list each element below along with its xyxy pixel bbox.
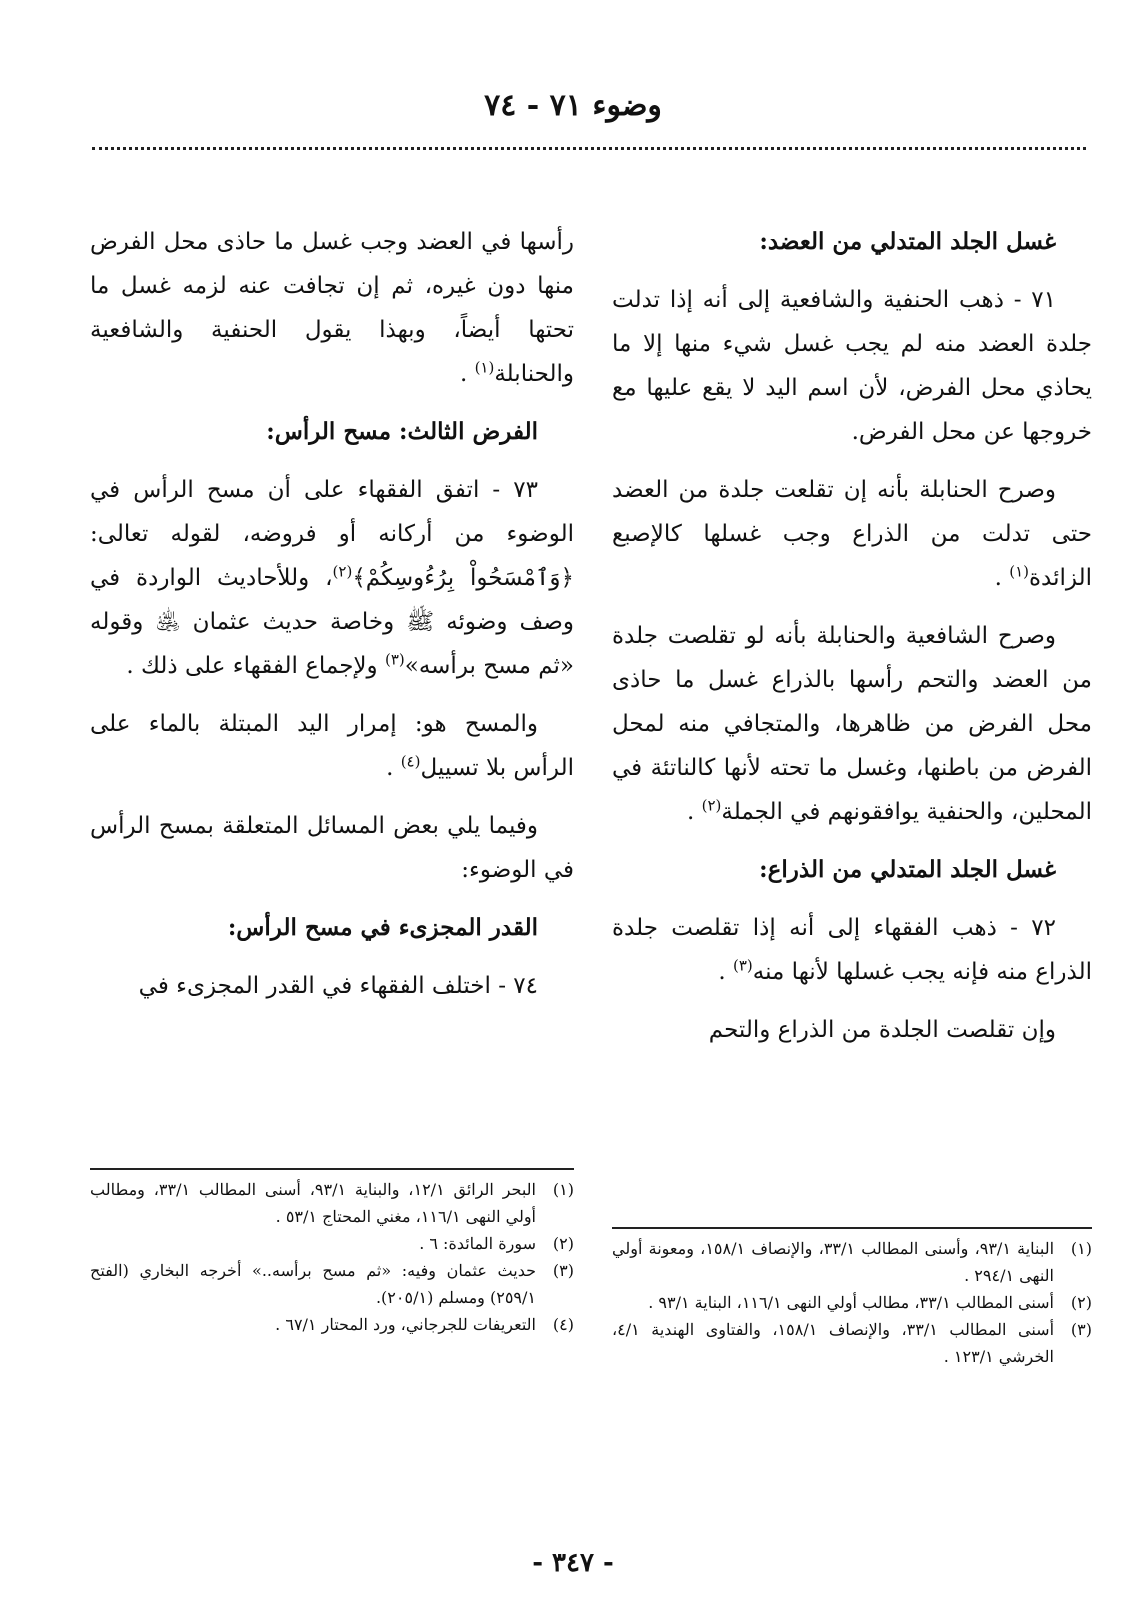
left-footnotes xyxy=(90,1168,574,1338)
footnote-rule xyxy=(90,1168,574,1170)
footnote-number: (٣) xyxy=(1070,1320,1092,1339)
footnote-ref: (١) xyxy=(1009,562,1029,581)
paragraph: وإن تقلصت الجلدة من الذراع والتحم xyxy=(708,1017,1056,1043)
footnote-text: حديث عثمان وفيه: «ثم مسح برأسه..» أخرجه البخاري (الفتح ٢٥٩/١) ومسلم (٢٠٥/١). xyxy=(90,1261,536,1307)
section-heading: الفرض الثالث: مسح الرأس: xyxy=(266,418,538,445)
footnote-rule xyxy=(612,1227,1092,1229)
footnote xyxy=(90,1230,574,1257)
footnote-number: (١) xyxy=(552,1180,574,1199)
right-footnotes xyxy=(612,1227,1092,1370)
page-number: - ٣٤٧ - xyxy=(532,1548,614,1578)
footnote-text: سورة المائدة: ٦ . xyxy=(419,1234,536,1253)
footnote xyxy=(612,1235,1092,1289)
right-column xyxy=(612,220,1092,1066)
footnote-number: (١) xyxy=(1070,1239,1092,1258)
paragraph: ٧١ - ذهب الحنفية والشافعية إلى أنه إذا تدلت جلدة العضد منه لم يجب غسل شيء منها إلا ما يحاذي محل الفرض، لأن اسم اليد لا يقع عليها مع خروجها عن محل الفرض. xyxy=(612,287,1092,445)
footnote xyxy=(90,1257,574,1311)
paragraph: ٧٢ - ذهب الفقهاء إلى أنه إذا تقلصت جلدة الذراع منه فإنه يجب غسلها لأنها منه$^{(٣)}$ . xyxy=(612,915,1092,985)
footnote xyxy=(612,1316,1092,1370)
footnote-text: البناية ٩٣/١، وأسنى المطالب ٣٣/١، والإنصاف ١٥٨/١، ومعونة أولي النهى ٢٩٤/١ . xyxy=(612,1239,1055,1285)
paragraph: والمسح هو: إمرار اليد المبتلة بالماء على الرأس بلا تسييل$^{(٤)}$ . xyxy=(90,711,574,781)
footnote-text: البحر الرائق ١٢/١، والبناية ٩٣/١، أسنى المطالب ٣٣/١، ومطالب أولي النهى ١١٦/١، مغني المحتاج ٥٣/١ . xyxy=(90,1180,537,1226)
section-heading: غسل الجلد المتدلي من العضد: xyxy=(759,228,1056,255)
footnote-ref: (١) xyxy=(474,358,495,377)
paragraph-text: ولإجماع الفقهاء على ذلك . xyxy=(126,653,385,679)
footnote-ref: (٣) xyxy=(384,650,405,669)
paragraph: ٧٤ - اختلف الفقهاء في القدر المجزىء في xyxy=(138,973,538,999)
footnote-ref: (٣) xyxy=(733,956,753,975)
paragraph: وصرح الحنابلة بأنه إن تقلعت جلدة من العضد حتى تدلت من الذراع وجب غسلها كالإصبع الزائدة$^{(١)}$ . xyxy=(612,477,1092,591)
footnote xyxy=(612,1289,1092,1316)
paragraph-text: ، وللأحاديث الواردة في وصف وضوئه ﷺ وخاصة حديث عثمان ﵁ وقوله «ثم مسح برأسه» xyxy=(90,565,574,679)
footnote-text: أسنى المطالب ٣٣/١، والإنصاف ١٥٨/١، والفتاوى الهندية ٤/١، الخرشي ١٢٣/١ . xyxy=(612,1320,1055,1366)
footnote-text: التعريفات للجرجاني، ورد المحتار ٦٧/١ . xyxy=(275,1315,536,1334)
paragraph: رأسها في العضد وجب غسل ما حاذى محل الفرض منها دون غيره، ثم إن تجافت عنه لزمه غسل ما تحتها أيضاً، وبهذا يقول الحنفية والشافعية والحنابلة$^{(١)}$ . xyxy=(90,229,574,387)
paragraph-text: وصرح الحنابلة بأنه إن تقلعت جلدة من العضد حتى تدلت من الذراع وجب غسلها كالإصبع الزائدة xyxy=(612,477,1092,591)
footnote-ref: (٤) xyxy=(400,752,421,771)
footnote xyxy=(90,1176,574,1230)
paragraph-text: ٧٢ - ذهب الفقهاء إلى أنه إذا تقلصت جلدة الذراع منه فإنه يجب غسلها لأنها منه xyxy=(612,915,1092,985)
left-column xyxy=(90,220,574,1022)
footnote-number: (٣) xyxy=(552,1261,574,1280)
paragraph xyxy=(90,468,574,688)
paragraph-text: ٧٣ - اتفق الفقهاء على أن مسح الرأس في الوضوء من أركانه أو فروضه، لقوله تعالى: ﴿وَٱمْسَحُواْ بِرُءُوسِكُمْ﴾ xyxy=(90,477,574,591)
paragraph: وفيما يلي بعض المسائل المتعلقة بمسح الرأس في الوضوء: xyxy=(90,813,574,883)
paragraph-text: وصرح الشافعية والحنابلة بأنه لو تقلصت جلدة من العضد والتحم رأسها بالذراع غسل ما حاذى محل الفرض من ظاهرها، والمتجافي منه لمحل الفرض من باطنها، وغسل ما تحته لأنها كالناتئة في المحلين، والحنفية يوافقونهم في الجملة xyxy=(612,623,1092,825)
footnote-ref: (٢) xyxy=(701,796,722,815)
footnote-ref: (٢) xyxy=(332,562,353,581)
section-heading: غسل الجلد المتدلي من الذراع: xyxy=(759,856,1056,883)
footnote-number: (٢) xyxy=(552,1234,574,1253)
paragraph: وصرح الشافعية والحنابلة بأنه لو تقلصت جلدة من العضد والتحم رأسها بالذراع غسل ما حاذى محل الفرض من ظاهرها، والمتجافي منه لمحل الفرض من باطنها، وغسل ما تحته لأنها كالناتئة في المحلين، والحنفية يوافقونهم في الجملة$^{(٢)}$ . xyxy=(612,623,1092,825)
footnote-number: (٤) xyxy=(552,1315,574,1334)
paragraph-text: رأسها في العضد وجب غسل ما حاذى محل الفرض منها دون غيره، ثم إن تجافت عنه لزمه غسل ما تحتها أيضاً، وبهذا يقول الحنفية والشافعية والحنابلة xyxy=(90,229,574,387)
footnote-number: (٢) xyxy=(1070,1293,1092,1312)
page-header: وضوء ٧١ - ٧٤ xyxy=(484,88,662,123)
section-heading: القدر المجزىء في مسح الرأس: xyxy=(227,914,538,941)
footnote xyxy=(90,1311,574,1338)
footnote-text: أسنى المطالب ٣٣/١، مطالب أولي النهى ١١٦/١، البناية ٩٣/١ . xyxy=(648,1293,1054,1312)
paragraph-text: والمسح هو: إمرار اليد المبتلة بالماء على الرأس بلا تسييل xyxy=(90,711,574,781)
header-dotted-rule xyxy=(92,147,1086,150)
